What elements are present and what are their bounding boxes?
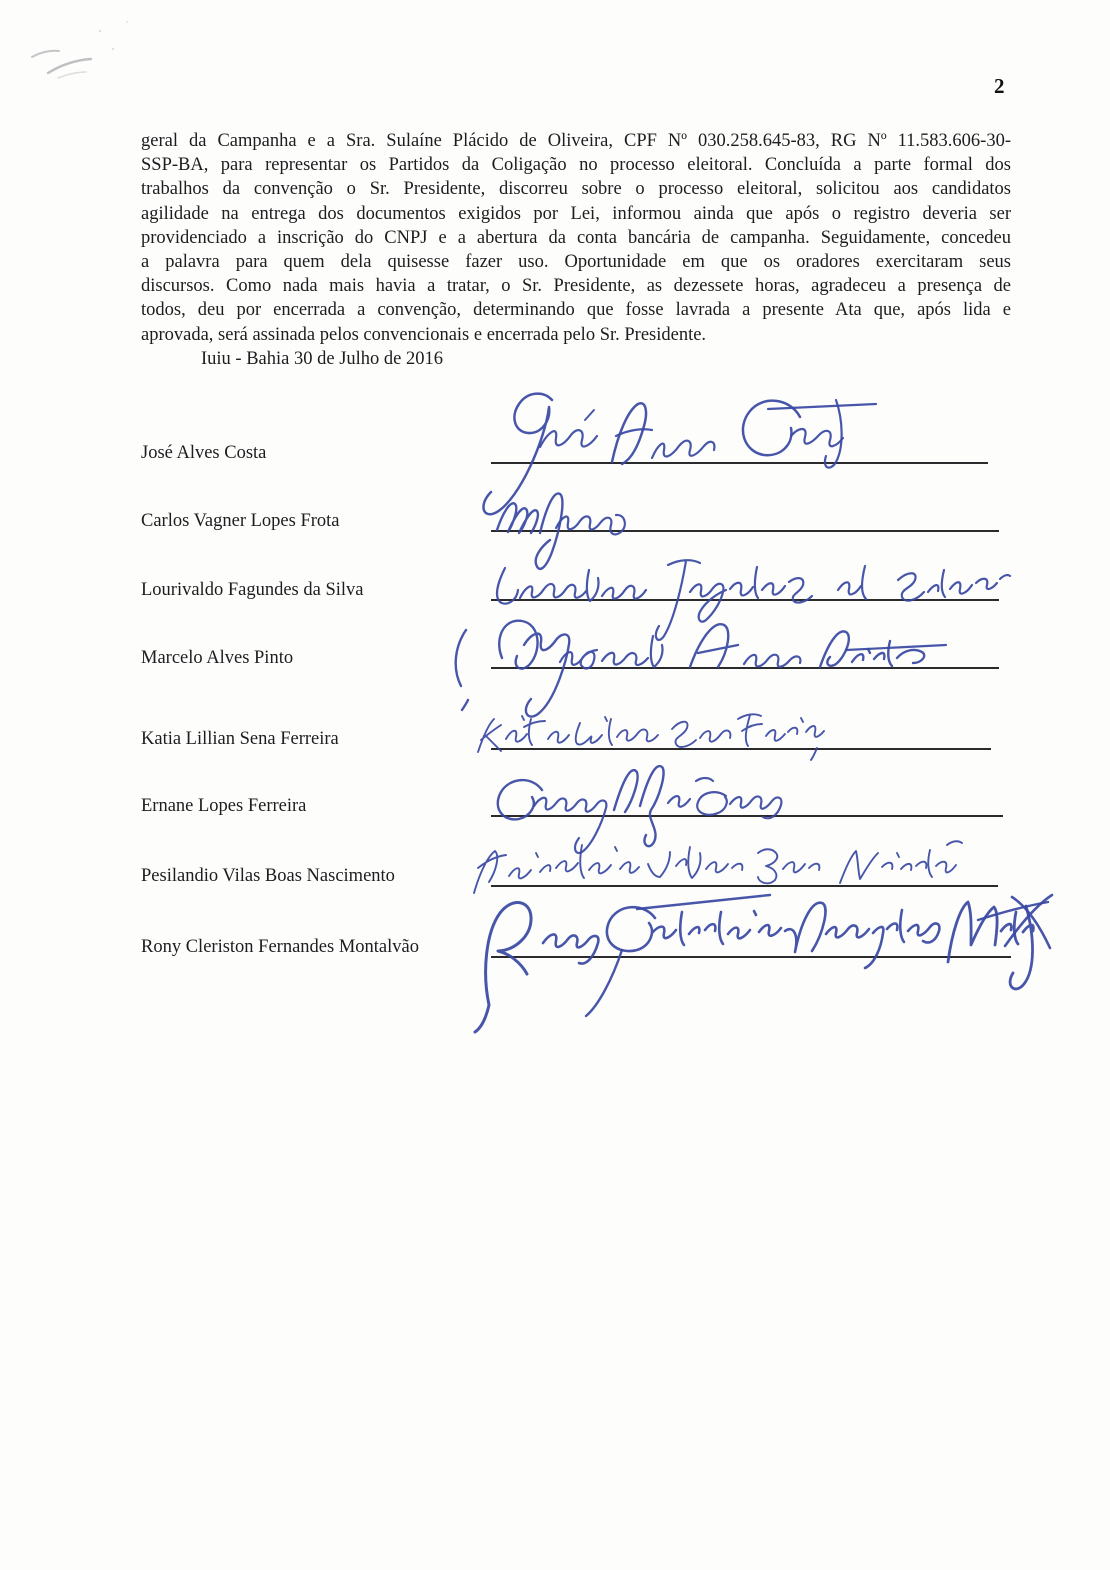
signer-name: Katia Lillian Sena Ferreira	[141, 729, 339, 749]
paragraph-line: geral da Campanha e a Sra. Sulaíne Plácido de Oliveira, CPF Nº 030.258.645-83, RG Nº 11.583.606-30-	[141, 131, 1011, 151]
signature-row	[141, 510, 1021, 532]
signer-name: Carlos Vagner Lopes Frota	[141, 511, 340, 531]
signature-row	[141, 795, 1021, 817]
signature-line	[491, 748, 991, 750]
paragraph-line: providenciado a inscrição do CNPJ e a abertura da conta bancária de campanha. Seguidamente, concedeu	[141, 227, 1011, 248]
signature-line	[491, 462, 988, 464]
signer-name: Lourivaldo Fagundes da Silva	[141, 580, 364, 600]
signature-ink-rony-cleriston-fernandes-montalvao	[475, 895, 1052, 1032]
signature-row	[141, 865, 1021, 887]
body-paragraph	[141, 129, 1011, 371]
signature-line	[491, 667, 999, 669]
signature-line	[491, 885, 998, 887]
signature-line	[491, 956, 1011, 958]
signature-row	[141, 442, 1021, 464]
signature-line	[491, 815, 1003, 817]
signature-row	[141, 647, 1021, 669]
signer-name: José Alves Costa	[141, 443, 267, 463]
date-line: Iuiu - Bahia 30 de Julho de 2016	[201, 348, 443, 369]
paragraph-line: a palavra para quem dela quisesse fazer uso. Oportunidade em que os oradores exercitaram seus	[141, 251, 1011, 272]
signature-row	[141, 728, 1021, 750]
signer-name: Pesilandio Vilas Boas Nascimento	[141, 866, 395, 886]
signature-line	[491, 530, 999, 532]
paragraph-line: todos, deu por encerrada a convenção, determinando que fosse lavrada a presente Ata que, após lida e	[141, 300, 1011, 321]
page-number: 2	[994, 74, 1005, 98]
paragraph-line: aprovada, será assinada pelos convencionais e encerrada pelo Sr. Presidente.	[141, 324, 707, 345]
signature-line	[491, 599, 999, 601]
signer-name: Marcelo Alves Pinto	[141, 648, 294, 668]
signer-name: Rony Cleriston Fernandes Montalvão	[141, 937, 419, 957]
signer-name: Ernane Lopes Ferreira	[141, 796, 307, 816]
signature-row	[141, 936, 1021, 958]
paragraph-line: SSP-BA, para representar os Partidos da Coligação no processo eleitoral. Concluída a parte formal dos	[141, 155, 1011, 176]
paragraph-line: agilidade na entrega dos documentos exigidos por Lei, informou ainda que após o registro deveria ser	[141, 203, 1011, 224]
paragraph-line: trabalhos da convenção o Sr. Presidente, discorreu sobre o processo eleitoral, solicitou aos candidatos	[141, 179, 1011, 200]
signature-row	[141, 579, 1021, 601]
paragraph-line: discursos. Como nada mais havia a tratar, o Sr. Presidente, as dezessete horas, agradeceu a presença de	[141, 276, 1011, 297]
pencil-scribble-mark	[32, 21, 128, 78]
